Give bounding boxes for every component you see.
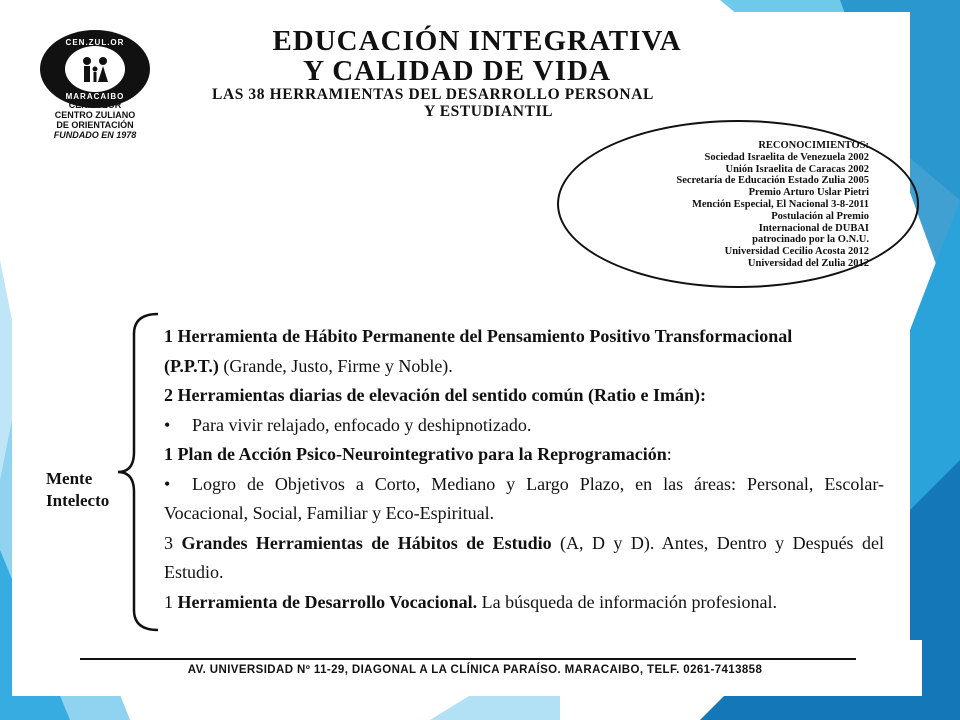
bullet-text-continued: Vocacional, Social, Familiar y Eco-Espiritual.: [164, 503, 495, 523]
tool-vocational-title: Herramienta de Desarrollo Vocacional.: [177, 591, 478, 612]
recognition-item: patrocinado por la O.N.U.: [752, 234, 869, 246]
recognition-item: Universidad Cecilio Acosta 2012: [724, 246, 869, 258]
recognition-item: Secretaría de Educación Estado Zulia 2005: [676, 175, 869, 187]
recognition-item: Sociedad Israelita de Venezuela 2002: [704, 151, 869, 163]
content-line: [164, 440, 884, 470]
tool-vocational-number: 1: [164, 591, 178, 612]
tool-study-title: Grandes Herramientas de Hábitos de Estudio: [181, 532, 552, 553]
recognition-item: Mención Especial, El Nacional 3-8-2011: [691, 198, 869, 210]
title-line-1: EDUCACIÓN INTEGRATIVA: [272, 25, 682, 57]
bullet-icon: •: [164, 414, 171, 435]
tool-action-plan-colon: :: [666, 444, 672, 464]
tool-ppt-detail: (Grande, Justo, Firme y Noble).: [218, 355, 453, 376]
recognitions-ellipse: [557, 120, 919, 288]
organization-logo: [40, 30, 150, 108]
tool-action-plan-title: 1 Plan de Acción Psico-Neurointegrativo para la Reprogramación: [164, 444, 667, 464]
subtitle-line-1: LAS 38 HERRAMIENTAS DEL DESARROLLO PERSONAL: [212, 86, 654, 103]
content-line: [164, 381, 884, 411]
recognition-item: Postulación al Premio: [771, 210, 869, 222]
content-line: [164, 470, 884, 500]
content-line: [164, 588, 884, 618]
recognition-item: Premio Arturo Uslar Pietri: [748, 187, 869, 199]
recognition-item: Unión Israelita de Caracas 2002: [725, 163, 869, 175]
bullet-icon: •: [164, 473, 171, 494]
bullet-text: Para vivir relajado, enfocado y deshipnotizado.: [192, 414, 532, 435]
document-page: [12, 12, 910, 640]
org-line: DE ORIENTACIÓN: [56, 120, 134, 130]
tool-ratio-iman-title: 2 Herramientas diarias de elevación del sentido común (Ratio e Imán):: [164, 385, 706, 405]
organization-name: [42, 100, 148, 140]
logo-ring-bottom-text: MARACAIBO: [65, 92, 125, 101]
subtitle-line-2: Y ESTUDIANTIL: [424, 103, 554, 120]
org-founded: FUNDADO EN 1978: [53, 130, 137, 140]
family-figures-icon: [65, 46, 125, 92]
content-line: [164, 558, 884, 588]
tool-study-number: 3: [164, 532, 182, 553]
recognitions-list: [676, 140, 869, 270]
tool-vocational-detail: La búsqueda de información profesional.: [477, 591, 778, 612]
content-line: [164, 529, 884, 559]
footer-address: AV. UNIVERSIDAD Nº 11-29, DIAGONAL A LA CLÍNICA PARAÍSO. MARACAIBO, TELF. 0261-7413858: [187, 664, 763, 676]
category-line-2: Intelecto: [46, 491, 110, 510]
curly-brace-icon: [112, 312, 164, 632]
content-line: [164, 411, 884, 441]
tools-list: [164, 322, 884, 617]
tool-study-detail: (A, D y D). Antes, Dentro y Después del: [551, 532, 884, 553]
org-line: CEN.ZULOR: [68, 100, 122, 110]
org-line: CENTRO ZULIANO: [54, 110, 136, 120]
content-line: [164, 499, 884, 529]
document-title: [182, 26, 772, 86]
category-line-1: Mente: [46, 469, 93, 488]
recognition-item: Internacional de DUBAI: [758, 222, 869, 234]
recognition-item: Universidad del Zulia 2012: [747, 257, 869, 269]
category-label: [46, 468, 109, 512]
bullet-text: Logro de Objetivos a Corto, Mediano y Largo Plazo, en las áreas: Personal, Escolar-: [192, 473, 884, 494]
tool-ppt-acronym: (P.P.T.): [164, 355, 219, 376]
content-line: [164, 352, 884, 382]
footer-divider: [80, 658, 856, 660]
title-line-2: Y CALIDAD DE VIDA: [303, 55, 611, 87]
tool-ppt-title: 1 Herramienta de Hábito Permanente del Pensamiento Positivo Transformacional: [164, 326, 793, 346]
content-line: [164, 322, 884, 352]
logo-ring-top-text: CEN.ZUL.OR: [65, 38, 125, 47]
recognitions-heading: RECONOCIMIENTOS:: [758, 140, 869, 151]
tool-study-detail-continued: Estudio.: [164, 562, 224, 582]
